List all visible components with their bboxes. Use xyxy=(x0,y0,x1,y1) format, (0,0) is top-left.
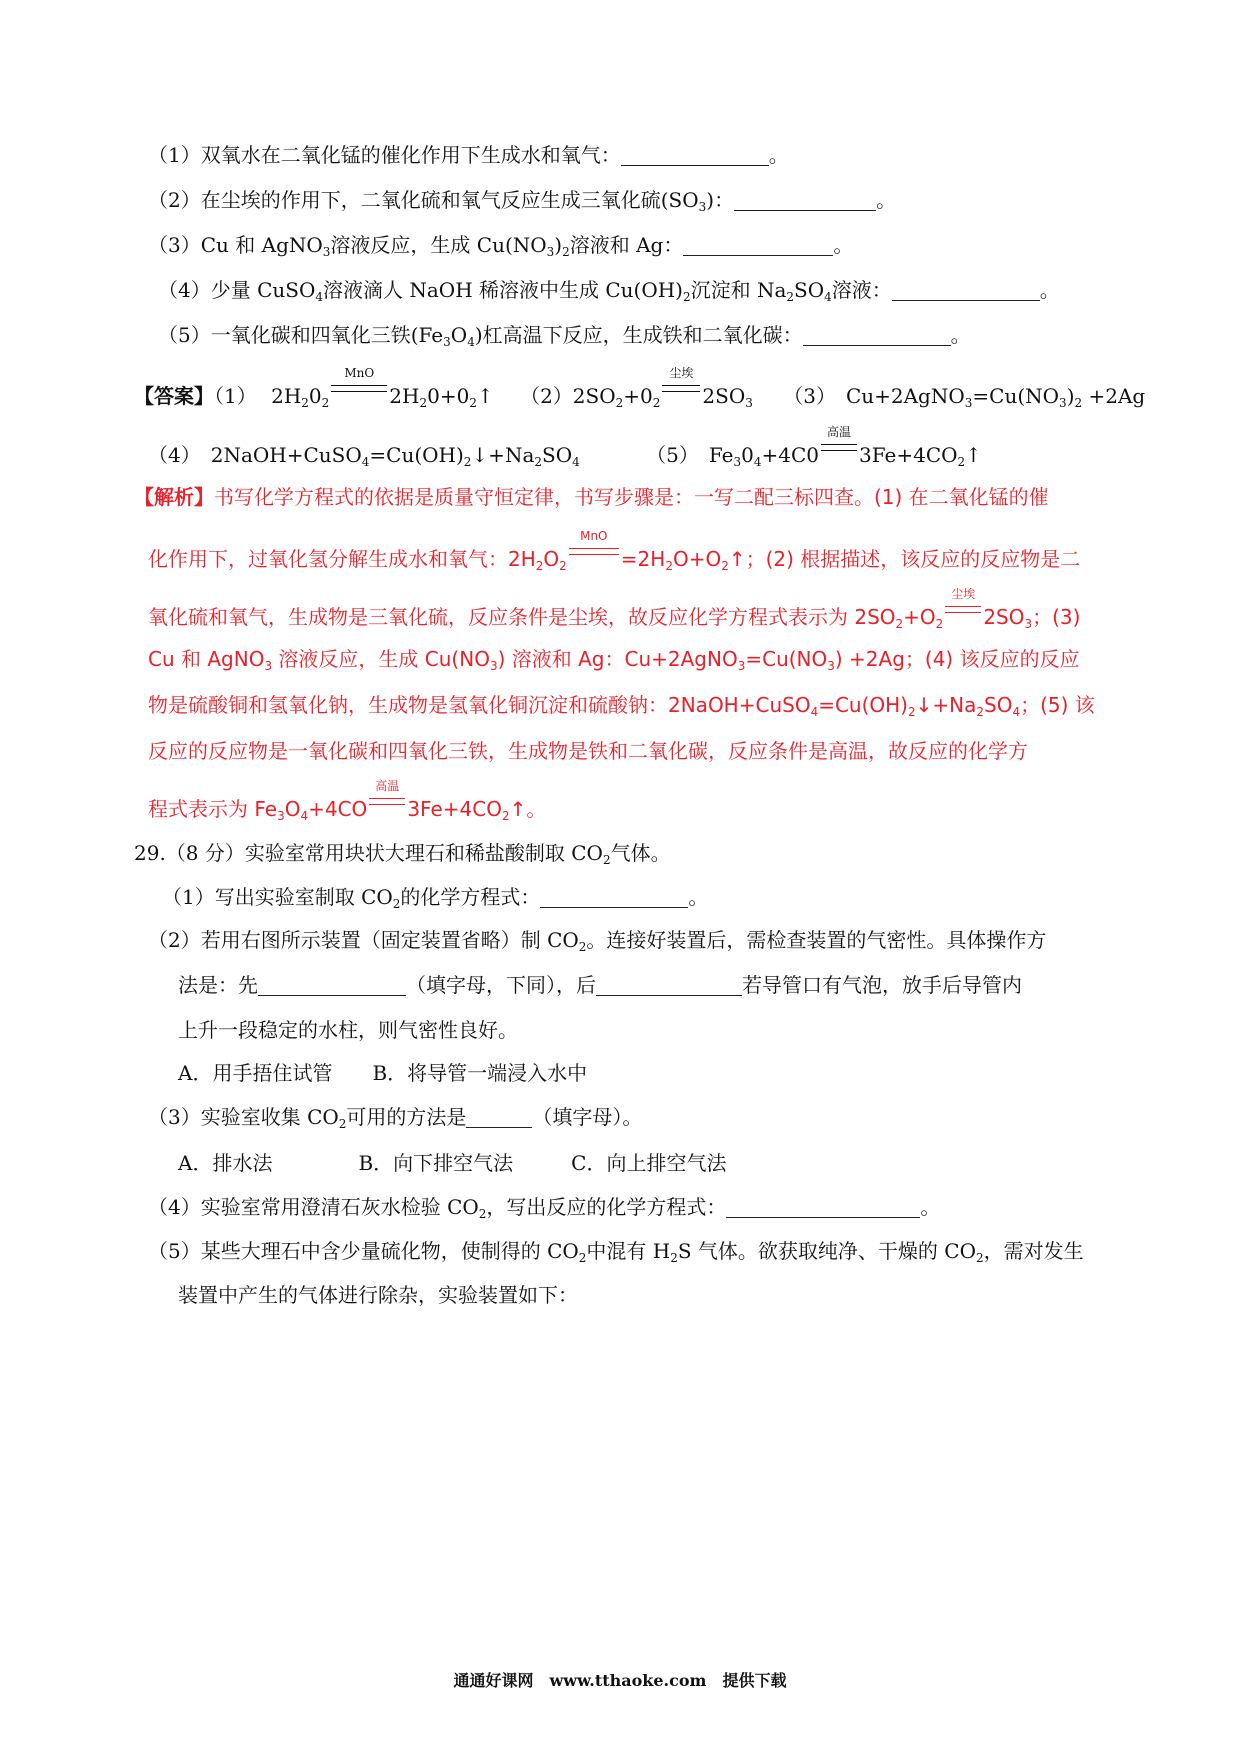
answer-blank xyxy=(803,323,951,346)
question-29-part-1: （1）写出实验室制取 $CO_2$的化学方程式： 。 xyxy=(162,885,709,911)
analysis-line-4: Cu 和 AgNO$_3$ 溶液反应，生成 $Cu(NO_3)$ 溶液和 Ag：$Cu+2AgNO_3=Cu(NO_3) +2Ag$；(4) 该反应的反应 xyxy=(148,647,1080,673)
answer-line-1: 【答案】（1） $2H_20_2$ MnO $2H_20+0_2↑$ $(2)2SO_2+0_2$ 尘埃 $2SO_3$ （3） $Cu+2AgNO_3=Cu(NO_3)_2 +2Ag$ xyxy=(134,366,1146,410)
answer-line-2: （4） $2NaOH+CuSO_4=Cu(OH)_2↓+Na_2SO_4$ （5） $Fe_30_4+4C0$ 高温 $3Fe+4CO_2↑$ xyxy=(148,425,982,469)
analysis-line-5: 物是硫酸铜和氢氧化钠，生成物是氢氧化铜沉淀和硫酸钠：$2NaOH+CuSO_4=Cu(OH)_2↓+Na_2SO_4$；(5) 该 xyxy=(148,693,1095,719)
answer-blank xyxy=(683,233,833,256)
question-3: （3）Cu 和 AgNO$_3$溶液反应，生成 $Cu(NO_3)_2$溶液和 Ag： 。 xyxy=(148,233,854,259)
question-29-options-2: A．用手捂住试管 B．将导管一端浸入水中 xyxy=(178,1061,588,1085)
question-29-part-2: （2）若用右图所示装置（固定装置省略）制 $CO_2$。连接好装置后，需检查装置的气密性。具体操作方 xyxy=(148,928,1047,954)
reaction-condition: 高温 xyxy=(367,790,407,816)
analysis-line-3: 氧化硫和氧气，生成物是三氧化硫，反应条件是尘埃，故反应化学方程式表示为 $2SO_2+O_2$ 尘埃 $2SO_3$；(3) xyxy=(148,587,1081,631)
question-29-part-2-cont: 法是：先 （填字母，下同），后 若导管口有气泡，放手后导管内 xyxy=(178,973,1022,997)
question-29-part-5: （5）某些大理石中含少量硫化物，使制得的 $CO_2$中混有 $H_2S$ 气体。欲获取纯净、干燥的 $CO_2$，需对发生 xyxy=(148,1239,1084,1265)
question-1: （1）双氧水在二氧化锰的催化作用下生成水和氧气： 。 xyxy=(148,143,789,167)
answer-label: 【答案】 xyxy=(134,384,214,408)
question-29-part-5-cont: 装置中产生的气体进行除杂，实验装置如下： xyxy=(178,1283,578,1307)
reaction-condition: 高温 xyxy=(819,436,859,462)
question-29-part-4: （4）实验室常用澄清石灰水检验 $CO_2$，写出反应的化学方程式： 。 xyxy=(148,1195,941,1221)
answer-blank xyxy=(258,973,406,996)
question-29-part-3: （3）实验室收集 $CO_2$可用的方法是 （填字母）。 xyxy=(148,1105,643,1131)
answer-blank xyxy=(734,188,876,211)
answer-blank xyxy=(892,278,1040,301)
answer-blank xyxy=(726,1195,920,1218)
reaction-condition: 尘埃 xyxy=(660,377,702,403)
question-29-title: 29.（8 分）实验室常用块状大理石和稀盐酸制取 $CO_2$气体。 xyxy=(134,841,671,867)
question-2: （2）在尘埃的作用下，二氧化硫和氧气反应生成三氧化硫$(SO_3)$： 。 xyxy=(148,188,897,214)
answer-blank xyxy=(621,143,769,166)
analysis-line-7: 程式表示为 $Fe_3O_4+4CO$ 高温 $3Fe+4CO_2↑$。 xyxy=(148,779,547,823)
analysis-line-2: 化作用下，过氧化氢分解生成水和氧气：$2H_2O_2$ MnO $=2H_2O+O_2↑$；(2) 根据描述，该反应的反应物是二 xyxy=(148,529,1081,573)
analysis-line-1: 【解析】书写化学方程式的依据是质量守恒定律，书写步骤是：一写二配三标四查。(1) 在二氧化锰的催 xyxy=(134,485,1049,509)
reaction-condition: 尘埃 xyxy=(943,598,983,624)
answer-blank xyxy=(540,885,688,908)
page-footer: 通通好课网 www.tthaoke.com 提供下载 xyxy=(453,1671,787,1690)
question-29-part-2-end: 上升一段稳定的水柱，则气密性良好。 xyxy=(178,1018,518,1042)
analysis-label: 【解析】 xyxy=(134,485,214,509)
answer-blank xyxy=(596,973,742,996)
question-29-options-3: A．排水法 B．向下排空气法 C．向上排空气法 xyxy=(178,1151,727,1175)
analysis-line-6: 反应的反应物是一氧化碳和四氧化三铁，生成物是铁和二氧化碳，反应条件是高温，故反应的化学方 xyxy=(148,739,1028,763)
question-5: （5）一氧化碳和四氧化三铁$(Fe_3O_4)$杠高温下反应，生成铁和二氧化碳： 。 xyxy=(158,323,971,349)
reaction-condition: MnO xyxy=(329,377,389,403)
reaction-condition: MnO xyxy=(567,540,621,566)
question-4: （4）少量 CuSO$_4$溶液滴人 NaOH 稀溶液中生成 $Cu(OH)_2$沉淀和 $Na_2SO_4$溶液： 。 xyxy=(158,278,1060,304)
answer-blank xyxy=(466,1105,532,1128)
